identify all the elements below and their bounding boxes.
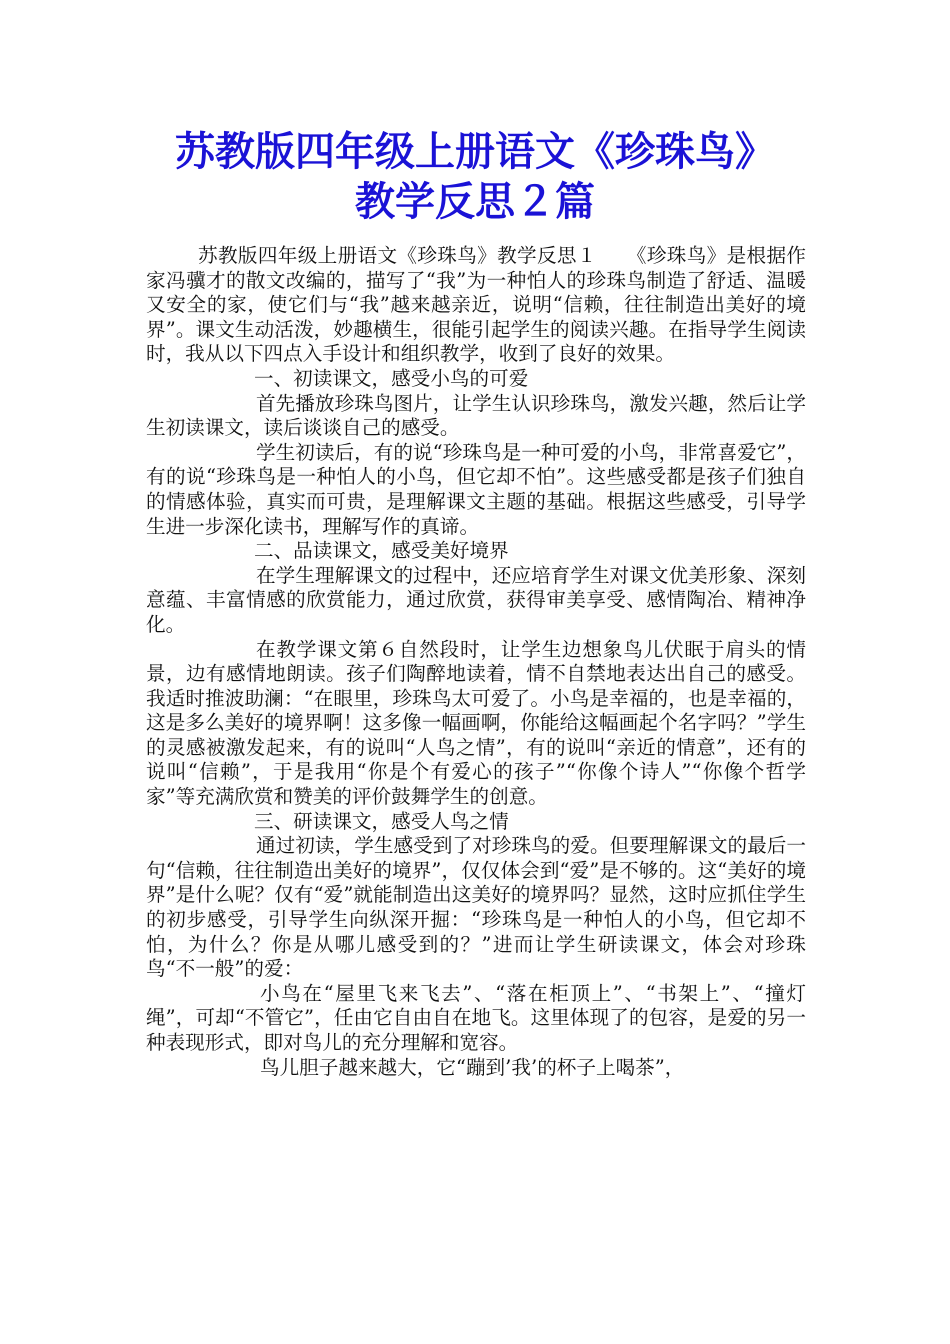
paragraph: 首先播放珍珠鸟图片，让学生认识珍珠鸟，激发兴趣，然后让学生初读课文，读后谈谈自己的感受。 — [146, 391, 806, 440]
paragraph: 小鸟在“屋里飞来飞去”、“落在柜顶上”、“书架上”、“撞灯绳”，可却“不管它”，任由它自由自在地飞。这里体现了的包容，是爱的另一种表现形式，即对鸟儿的充分理解和宽容。 — [146, 981, 806, 1054]
paragraph: 在学生理解课文的过程中，还应培育学生对课文优美形象、深刻意蕴、丰富情感的欣赏能力，通过欣赏，获得审美享受、感情陶冶、精神净化。 — [146, 563, 806, 636]
paragraph: 鸟儿胆子越来越大，它“蹦到’我’的杯子上喝茶”， — [260, 1055, 685, 1079]
document-title-line2: 教学反思２篇 — [355, 178, 595, 225]
paragraph: 通过初读，学生感受到了对珍珠鸟的爱。但要理解课文的最后一句“信赖，往往制造出美好的境界”，仅仅体会到“爱”是不够的。这“美好的境界”是什么呢？仅有“爱”就能制造出这美好的境界吗？显然，这时应抓住学生的初步感受，引导学生向纵深开掘：“珍珠鸟是一种怕人的小鸟，但它却不怕，为什么？你是从哪儿感受到的？”进而让学生研读课文，体会对珍珠鸟“不一般”的爱： — [146, 834, 806, 981]
section-heading-2: 二、品读课文，感受美好境界 — [254, 539, 509, 563]
paragraph: 在教学课文第６自然段时，让学生边想象鸟儿伏眠于肩头的情景，边有感情地朗读。孩子们陶醉地读着，情不自禁地表达出自己的感受。我适时推波助澜：“在眼里，珍珠鸟太可爱了。小鸟是幸福的，也是幸福的，这是多么美好的境界啊！这多像一幅画啊，你能给这幅画起个名字吗？”学生的灵感被激发起来，有的说叫“人鸟之情”，有的说叫“亲近的情意”，还有的说叫“信赖”，于是我用“你是个有爱心的孩子”“你像个诗人”“你像个哲学家”等充满欣赏和赞美的评价鼓舞学生的创意。 — [146, 637, 806, 809]
paragraph: 学生初读后，有的说“珍珠鸟是一种可爱的小鸟，非常喜爱它”，有的说“珍珠鸟是一种怕人的小鸟，但它却不怕”。这些感受都是孩子们独自的情感体验，真实而可贵，是理解课文主题的基础。根据这些感受，引导学生进一步深化读书，理解写作的真谛。 — [146, 440, 806, 538]
section-heading-3: 三、研读课文，感受人鸟之情 — [254, 809, 509, 833]
section-heading-1: 一、初读课文，感受小鸟的可爱 — [254, 366, 529, 390]
document-title-line1: 苏教版四年级上册语文《珍珠鸟》 — [175, 128, 775, 175]
document-body — [146, 244, 806, 1080]
paragraph-intro: 苏教版四年级上册语文《珍珠鸟》教学反思１ 《珍珠鸟》是根据作家冯骥才的散文改编的，描写了“我”为一种怕人的珍珠鸟制造了舒适、温暖又安全的家，使它们与“我”越来越亲近，说明“信赖，往往制造出美好的境界”。课文生动活泼，妙趣横生，很能引起学生的阅读兴趣。在指导学生阅读时，我从以下四点入手设计和组织教学，收到了良好的效果。 — [146, 244, 806, 366]
